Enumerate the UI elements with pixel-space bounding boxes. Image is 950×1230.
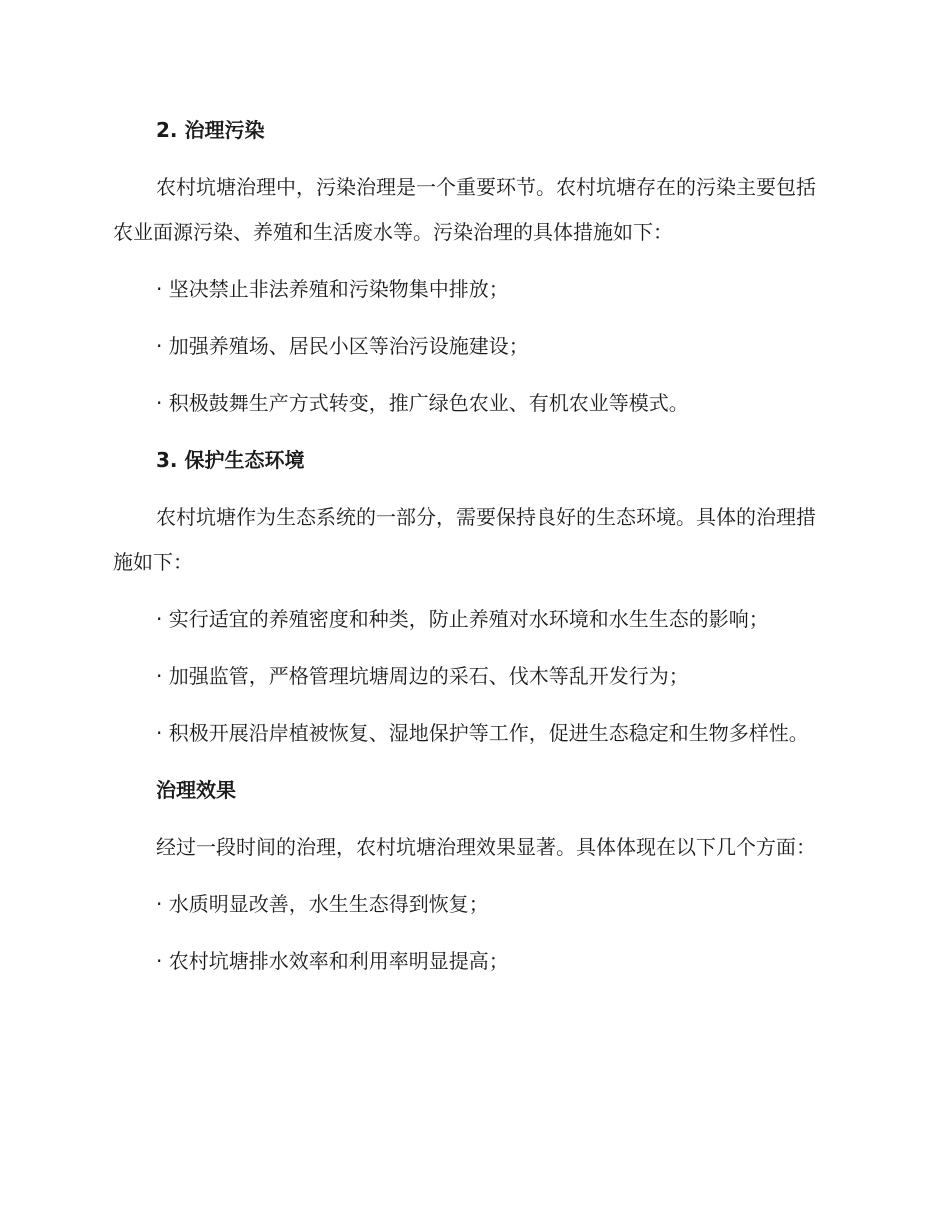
section-results <box>113 768 833 984</box>
section-heading: 治理效果 <box>156 778 236 802</box>
section-paragraph: 经过一段时间的治理，农村坑塘治理效果显著。具体体现在以下几个方面： <box>156 835 816 859</box>
bullet-item: · 积极鼓舞生产方式转变，推广绿色农业、有机农业等模式。 <box>156 391 689 415</box>
section-pollution-control <box>113 108 833 426</box>
bullet-item: · 农村坑塘排水效率和利用率明显提高； <box>156 949 509 973</box>
document-page <box>113 108 833 996</box>
bullet-item: · 加强监管，严格管理坑塘周边的采石、伐木等乱开发行为； <box>156 664 689 688</box>
bullet-item: · 加强养殖场、居民小区等治污设施建设； <box>156 334 529 358</box>
bullet-item: · 水质明显改善，水生生态得到恢复； <box>156 892 489 916</box>
section-heading: 3. 保护生态环境 <box>156 448 305 472</box>
section-ecology-protection <box>113 438 833 756</box>
bullet-item: · 积极开展沿岸植被恢复、湿地保护等工作，促进生态稳定和生物多样性。 <box>156 721 809 745</box>
section-paragraph: 农村坑塘治理中，污染治理是一个重要环节。农村坑塘存在的污染主要包括农业面源污染、养殖和生活废水等。污染治理的具体措施如下： <box>113 175 816 244</box>
section-heading: 2. 治理污染 <box>156 118 265 142</box>
bullet-item: · 坚决禁止非法养殖和污染物集中排放； <box>156 277 509 301</box>
section-paragraph: 农村坑塘作为生态系统的一部分，需要保持良好的生态环境。具体的治理措施如下： <box>113 505 816 574</box>
bullet-item: · 实行适宜的养殖密度和种类，防止养殖对水环境和水生生态的影响； <box>156 607 769 631</box>
